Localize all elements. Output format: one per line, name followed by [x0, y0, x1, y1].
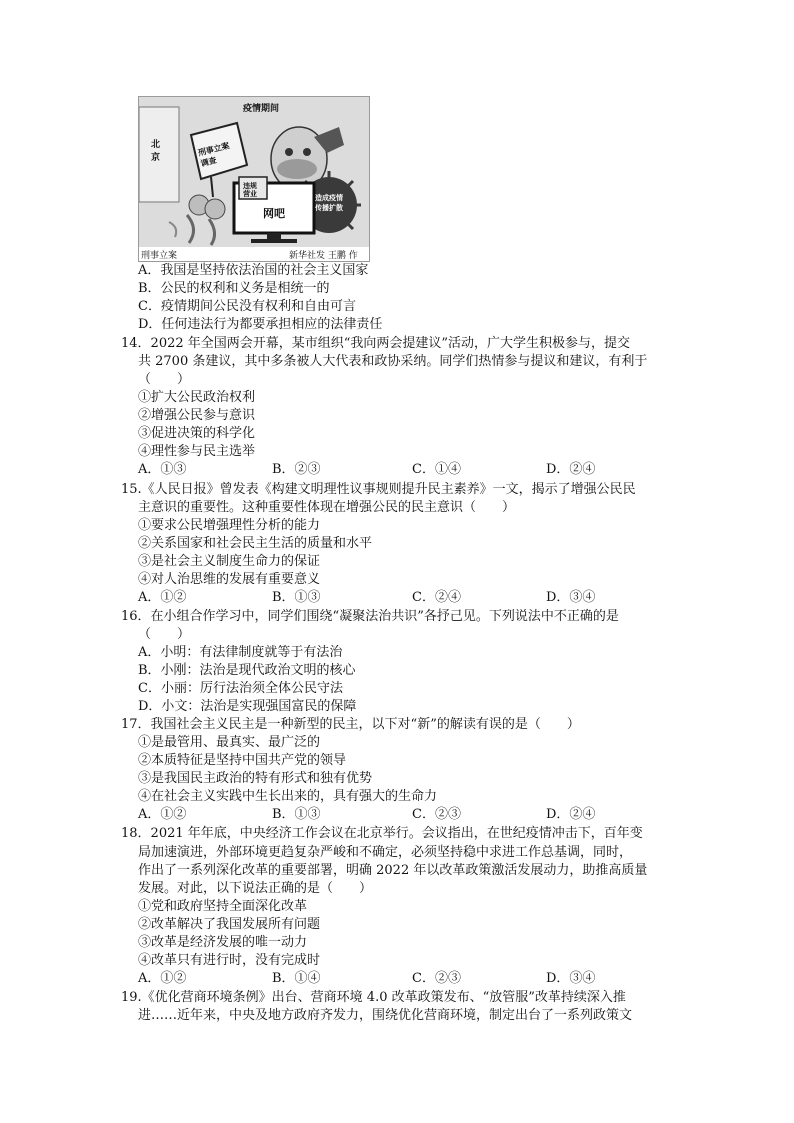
cartoon-label-sign: 刑事立案调查: [197, 141, 231, 169]
cartoon-label-city: 北京: [151, 140, 161, 163]
q16-option-c: C．小丽：厉行法治须全体公民守法: [138, 681, 343, 696]
q16-option-b: B．小刚：法治是现代政治文明的核心: [138, 663, 356, 678]
q18-item-4: ④改革只有进行时，没有完成时: [138, 953, 321, 968]
q14-item-2: ②增强公民参与意识: [138, 408, 256, 423]
q14-choice-c: C．①④: [412, 462, 461, 477]
cartoon-label-virus: 造成疫情传播扩散: [315, 194, 343, 212]
cartoon-caption-right: 新华社发 王鹏 作: [289, 251, 358, 261]
q15-item-4: ④对人治思维的发展有重要意义: [138, 572, 321, 587]
q18-stem-line-1: 18．2021 年年底，中央经济工作会议在北京举行。会议指出，在世纪疫情冲击下，百年变: [121, 826, 643, 841]
q14-stem-line-2: 共 2700 条建议，其中多条被人大代表和政协采纳。同学们热情参与提议和建议，有利于: [138, 354, 648, 369]
cartoon-drawing: [139, 97, 369, 261]
q15-item-3: ③是社会主义制度生命力的保证: [138, 554, 321, 569]
q16-stem-line-2: （ ）: [138, 627, 191, 642]
q17-choice-c: C．②③: [412, 807, 461, 822]
q18-stem-line-4: 发展。对此，以下说法正确的是（ ）: [138, 881, 373, 896]
q16-stem-line-1: 16．在小组合作学习中，同学们围绕“凝聚法治共识”各抒己见。下列说法中不正确的是: [121, 609, 619, 624]
q14-item-4: ④理性参与民主选举: [138, 444, 256, 459]
cartoon-caption-left: 刑事立案: [141, 251, 178, 261]
q18-item-2: ②改革解决了我国发展所有问题: [138, 917, 321, 932]
q18-item-3: ③改革是经济发展的唯一动力: [138, 935, 308, 950]
q14-stem-line-3: （ ）: [138, 372, 191, 387]
q15-item-2: ②关系国家和社会民主生活的质量和水平: [138, 536, 373, 551]
q18-choice-a: A．①②: [138, 971, 187, 986]
q14-choice-d: D．②④: [546, 462, 596, 477]
q14-choices: [138, 461, 698, 478]
q14-choice-a: A．①③: [138, 462, 187, 477]
q14-item-3: ③促进决策的科学化: [138, 426, 256, 441]
q13-option-a: A．我国是坚持依法治国的社会主义国家: [138, 263, 369, 278]
cartoon-label-tag2: 营业: [243, 190, 257, 198]
q18-stem-line-2: 局加速演进，外部环境更趋复杂严峻和不确定，必须坚持稳中求进工作总基调，同时，: [138, 845, 633, 860]
q18-choice-b: B．①④: [272, 971, 321, 986]
cartoon-label-monitor: 网吧: [263, 207, 285, 220]
q18-choices: [138, 970, 698, 987]
q13-option-c: C．疫情期间公民没有权利和自由可言: [138, 299, 356, 314]
q17-item-4: ④在社会主义实践中生长出来的，具有强大的生命力: [138, 789, 438, 804]
q19-stem-line-1: 19.《优化营商环境条例》出台、营商环境 4.0 改革政策发布、“放管服”改革持续深入推: [121, 990, 626, 1005]
cartoon-label-period: 疫情期间: [243, 104, 280, 114]
q19-stem-line-2: 进……近年来，中央及地方政府齐发力，围绕优化营商环境，制定出台了一系列政策文: [138, 1008, 633, 1023]
q17-choice-b: B．①③: [272, 807, 321, 822]
q14-stem-line-1: 14．2022 年全国两会开幕，某市组织“我向两会提建议”活动，广大学生积极参与，提交: [121, 336, 631, 351]
q17-stem-line-1: 17．我国社会主义民主是一种新型的民主，以下对“新”的解读有误的是（ ）: [121, 717, 580, 732]
cartoon-label-tag1: 违规: [243, 182, 257, 190]
q15-choice-a: A．①②: [138, 590, 187, 605]
q15-item-1: ①要求公民增强理性分析的能力: [138, 518, 321, 533]
q17-item-1: ①是最管用、最真实、最广泛的: [138, 735, 321, 750]
q15-choices: [138, 589, 698, 606]
q17-item-3: ③是我国民主政治的特有形式和独有优势: [138, 771, 373, 786]
q15-choice-b: B．①③: [272, 590, 321, 605]
q17-choice-a: A．①②: [138, 807, 187, 822]
q17-choice-d: D．②④: [546, 807, 596, 822]
q13-option-d: D．任何违法行为都要承担相应的法律责任: [138, 317, 383, 332]
q16-option-d: D．小文：法治是实现强国富民的保障: [138, 699, 357, 714]
q15-stem-line-1: 15.《人民日报》曾发表《构建文明理性议事规则提升民主素养》一文，揭示了增强公民民: [121, 482, 636, 497]
q18-item-1: ①党和政府坚持全面深化改革: [138, 899, 308, 914]
q18-stem-line-3: 作出了一系列深化改革的重要部署，明确 2022 年以改革政策激活发展动力，助推高质量: [138, 863, 648, 878]
q17-choices: [138, 806, 698, 823]
q18-choice-c: C．②③: [412, 971, 461, 986]
q14-item-1: ①扩大公民政治权利: [138, 390, 256, 405]
q15-choice-d: D．③④: [546, 590, 596, 605]
cartoon-illustration: [138, 96, 370, 262]
q16-option-a: A．小明：有法律制度就等于有法治: [138, 645, 343, 660]
q18-choice-d: D．③④: [546, 971, 596, 986]
q15-choice-c: C．②④: [412, 590, 461, 605]
q13-option-b: B．公民的权利和义务是相统一的: [138, 281, 330, 296]
q14-choice-b: B．②③: [272, 462, 321, 477]
q17-item-2: ②本质特征是坚持中国共产党的领导: [138, 753, 347, 768]
q15-stem-line-2: 主意识的重要性。这种重要性体现在增强公民的民主意识（ ）: [138, 500, 516, 515]
